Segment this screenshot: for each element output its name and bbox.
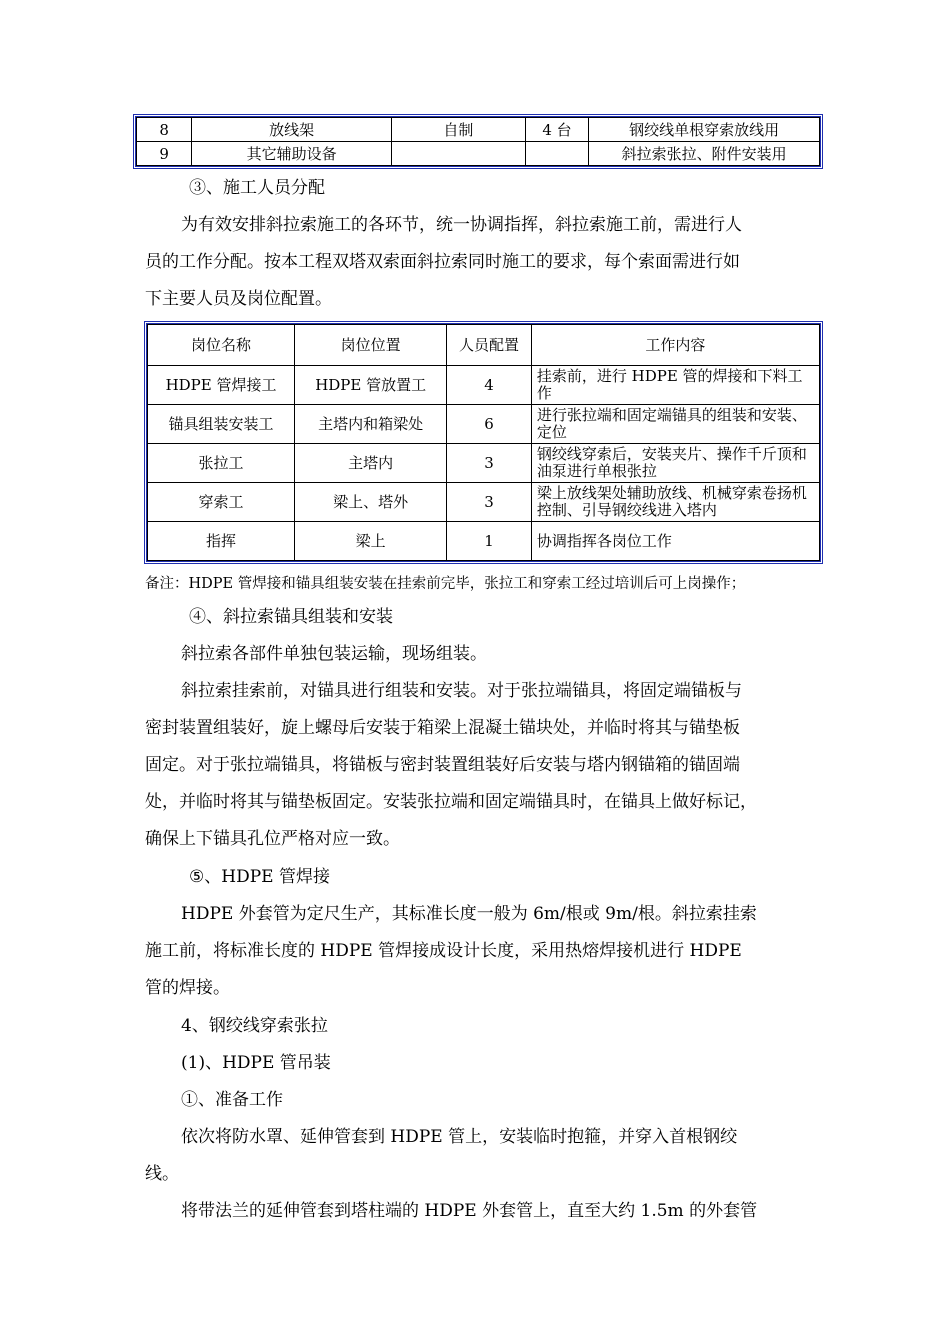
- paragraph-line: 确保上下锚具孔位严格对应一致。: [145, 829, 400, 849]
- cell-work: 梁上放线架处辅助放线、机械穿索卷扬机控制、引导钢绞线进入塔内: [531, 483, 819, 522]
- cell-count: 4: [447, 366, 532, 405]
- cell-location: 梁上: [295, 522, 447, 561]
- paragraph-line: 员的工作分配。按本工程双塔双索面斜拉索同时施工的要求，每个索面需进行如: [145, 252, 740, 272]
- cell-count: 1: [447, 522, 532, 561]
- cell-location: 主塔内和箱梁处: [295, 405, 447, 444]
- cell-qty: 4 台: [525, 118, 588, 142]
- paragraph-line: 斜拉索挂索前，对锚具进行组装和安装。对于张拉端锚具，将固定端锚板与: [181, 681, 742, 701]
- header-location: 岗位位置: [295, 325, 447, 366]
- table-row: [148, 444, 820, 483]
- cell-name: 其它辅助设备: [192, 142, 391, 166]
- paragraph: 斜拉索各部件单独包装运输，现场组装。: [181, 644, 487, 664]
- table-row: [148, 366, 820, 405]
- table-row: [148, 483, 820, 522]
- cell-post: HDPE 管焊接工: [148, 366, 295, 405]
- paragraph-line: 线。: [145, 1164, 179, 1184]
- cell-post: 指挥: [148, 522, 295, 561]
- cell-location: 梁上、塔外: [295, 483, 447, 522]
- hdpe-section: [145, 859, 810, 1007]
- cell-work: 钢绞线穿索后，安装夹片、操作千斤顶和油泵进行单根张拉: [531, 444, 819, 483]
- table-row: [137, 118, 820, 142]
- cell-post: 穿索工: [148, 483, 295, 522]
- staff-table: [144, 321, 823, 564]
- paragraph-line: 施工前，将标准长度的 HDPE 管焊接成设计长度，采用热熔焊接机进行 HDPE: [145, 941, 742, 961]
- paragraph-line: 密封装置组装好，旋上螺母后安装于箱梁上混凝土锚块处，并临时将其与锚垫板: [145, 718, 740, 738]
- table-row: [148, 405, 820, 444]
- cell-post: 锚具组装安装工: [148, 405, 295, 444]
- header-post: 岗位名称: [148, 325, 295, 366]
- cell-work: 协调指挥各岗位工作: [531, 522, 819, 561]
- cell-count: 3: [447, 444, 532, 483]
- cell-location: 主塔内: [295, 444, 447, 483]
- cell-use: 钢绞线单根穿索放线用: [589, 118, 820, 142]
- paragraph-line: 处，并临时将其与锚垫板固定。安装张拉端和固定端锚具时，在锚具上做好标记，: [145, 792, 757, 812]
- section-heading: ④、斜拉索锚具组装和安装: [189, 607, 393, 627]
- paragraph-line: 固定。对于张拉端锚具，将锚板与密封装置组装好后安装与塔内钢锚箱的锚固端: [145, 755, 740, 775]
- cell-post: 张拉工: [148, 444, 295, 483]
- cell-work: 进行张拉端和固定端锚具的组装和安装、定位: [531, 405, 819, 444]
- cell-qty: [525, 142, 588, 166]
- paragraph-line: 将带法兰的延伸管套到塔柱端的 HDPE 外套管上，直至大约 1.5m 的外套管: [181, 1201, 758, 1221]
- table-row: [148, 522, 820, 561]
- paragraph-line: 为有效安排斜拉索施工的各环节，统一协调指挥，斜拉索施工前，需进行人: [181, 215, 742, 235]
- table-header-row: [148, 325, 820, 366]
- staff-section: [145, 170, 810, 318]
- cell-source: 自制: [391, 118, 525, 142]
- cell-name: 放线架: [192, 118, 391, 142]
- cell-count: 6: [447, 405, 532, 444]
- cell-no: 9: [137, 142, 192, 166]
- section-heading: 4、钢绞线穿索张拉: [181, 1016, 328, 1036]
- anchor-section: [145, 599, 810, 858]
- cell-work: 挂索前，进行 HDPE 管的焊接和下料工作: [531, 366, 819, 405]
- equipment-table: [133, 114, 823, 169]
- header-count: 人员配置: [447, 325, 532, 366]
- section-4: [145, 1008, 810, 1230]
- table-note: 备注：HDPE 管焊接和锚具组装安装在挂索前完毕，张拉工和穿索工经过培训后可上岗操作；: [145, 576, 746, 592]
- section-heading: ③、施工人员分配: [189, 178, 325, 198]
- cell-count: 3: [447, 483, 532, 522]
- header-work: 工作内容: [531, 325, 819, 366]
- sub-heading: (1)、HDPE 管吊装: [181, 1053, 331, 1073]
- table-row: [137, 142, 820, 166]
- sub-heading: ①、准备工作: [181, 1090, 283, 1110]
- paragraph-line: 下主要人员及岗位配置。: [145, 289, 332, 309]
- paragraph-line: 依次将防水罩、延伸管套到 HDPE 管上，安装临时抱箍，并穿入首根钢绞: [181, 1127, 738, 1147]
- cell-no: 8: [137, 118, 192, 142]
- paragraph-line: 管的焊接。: [145, 978, 230, 998]
- section-heading: ⑤、HDPE 管焊接: [189, 867, 330, 887]
- paragraph-line: HDPE 外套管为定尺生产，其标准长度一般为 6m/根或 9m/根。斜拉索挂索: [181, 904, 757, 924]
- cell-source: [391, 142, 525, 166]
- cell-use: 斜拉索张拉、附件安装用: [589, 142, 820, 166]
- cell-location: HDPE 管放置工: [295, 366, 447, 405]
